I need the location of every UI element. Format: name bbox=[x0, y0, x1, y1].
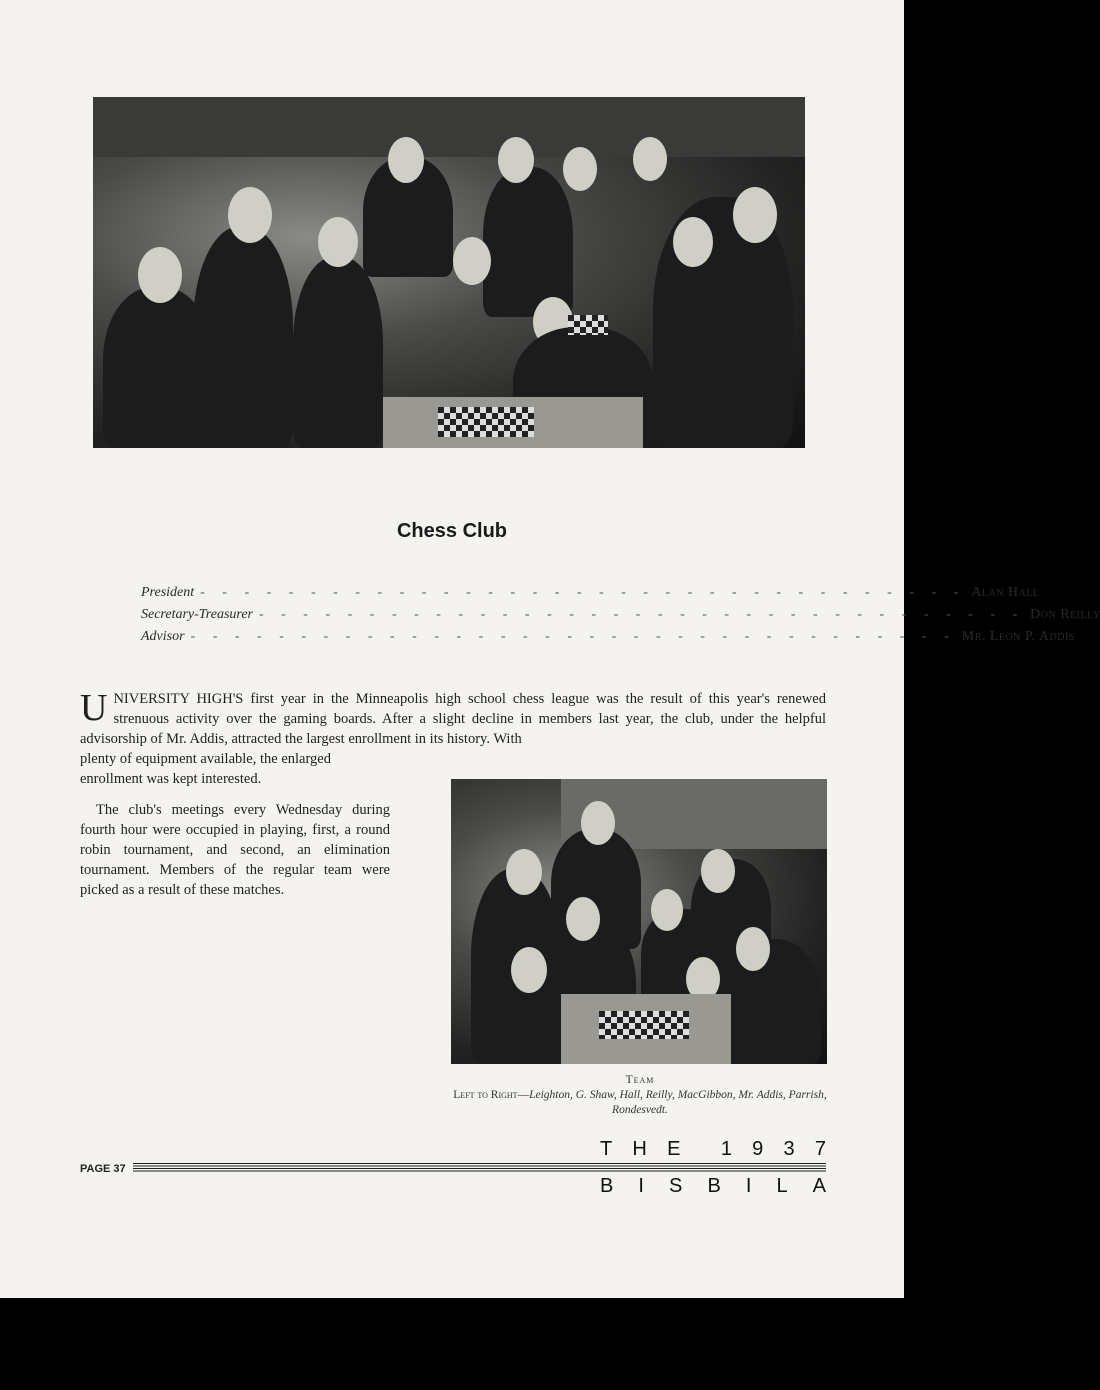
officer-role: President bbox=[141, 585, 195, 600]
dot-leader: - - - - - - - - - - - - - - - - - - - - - - - - - - - - - - - - - - - bbox=[200, 585, 966, 600]
footer-letter: I bbox=[638, 1175, 644, 1197]
intro-paragraph-text: NIVERSITY HIGH'S first year in the Minneapolis high school chess league was the result of this year's renewed strenuous activity over the gaming boards. After a slight decline in members last year, the club, under the helpful advisorship of Mr. Addis, attracted the largest enrollment in its history. With bbox=[80, 691, 826, 747]
footer-yearbook-year bbox=[600, 1138, 826, 1161]
intro-paragraph-continued: plenty of equipment available, the enlarged enrollment was kept interested. bbox=[80, 751, 331, 787]
officer-row-president bbox=[141, 585, 1040, 607]
footer-letter: A bbox=[812, 1175, 826, 1197]
footer-letter: I bbox=[745, 1175, 752, 1197]
footer-letter: 3 bbox=[783, 1138, 795, 1160]
officer-name: Alan Hall bbox=[971, 585, 1040, 600]
footer-letter: E bbox=[667, 1138, 681, 1160]
officer-name: Mr. Leon P. Addis bbox=[961, 629, 1075, 644]
footer-letter: B bbox=[707, 1175, 721, 1197]
footer-letter: 1 bbox=[720, 1138, 732, 1160]
officer-role: Secretary-Treasurer bbox=[141, 607, 253, 622]
page-title: Chess Club bbox=[396, 520, 508, 542]
footer-letter: T bbox=[600, 1138, 613, 1160]
meetings-paragraph: The club's meetings every Wednesday during fourth hour were occupied in playing, first, a round robin tournament, and second, an elimination tournament. Members of the regular team were picked as a result of these matches. bbox=[80, 802, 390, 898]
caption-title: Team bbox=[625, 1074, 655, 1086]
dot-leader: - - - - - - - - - - - - - - - - - - - - - - - - - - - - - - - - - - - bbox=[190, 629, 956, 644]
footer-rule bbox=[133, 1163, 826, 1173]
caption-names: Leighton, G. Shaw, Hall, Reilly, MacGibbon, Mr. Addis, Parrish, Rondesvedt. bbox=[529, 1089, 827, 1116]
footer-letter: B bbox=[600, 1175, 614, 1197]
caption-lead: Left to Right— bbox=[453, 1089, 530, 1101]
footer-letter: 7 bbox=[814, 1138, 826, 1160]
officer-row-advisor bbox=[141, 629, 1075, 651]
footer-letter: S bbox=[669, 1175, 683, 1197]
footer-letter: H bbox=[632, 1138, 647, 1160]
chess-club-group-photo bbox=[93, 97, 805, 448]
drop-cap: U bbox=[80, 687, 108, 729]
officers-list bbox=[141, 585, 1100, 651]
footer-yearbook-name bbox=[600, 1175, 826, 1198]
team-photo-caption bbox=[430, 1073, 850, 1118]
caption-names-line bbox=[430, 1088, 850, 1118]
officer-role: Advisor bbox=[141, 629, 185, 644]
dot-leader: - - - - - - - - - - - - - - - - - - - - - - - - - - - - - - - - - - - bbox=[258, 607, 1025, 622]
footer-letter: 9 bbox=[752, 1138, 764, 1160]
officer-name: Don Reilly bbox=[1030, 607, 1100, 622]
intro-paragraph bbox=[80, 689, 826, 749]
chess-team-photo bbox=[451, 779, 827, 1064]
officer-row-secretary-treasurer bbox=[141, 607, 1100, 629]
page-number: PAGE 37 bbox=[80, 1163, 126, 1175]
footer-letter: L bbox=[776, 1175, 788, 1197]
